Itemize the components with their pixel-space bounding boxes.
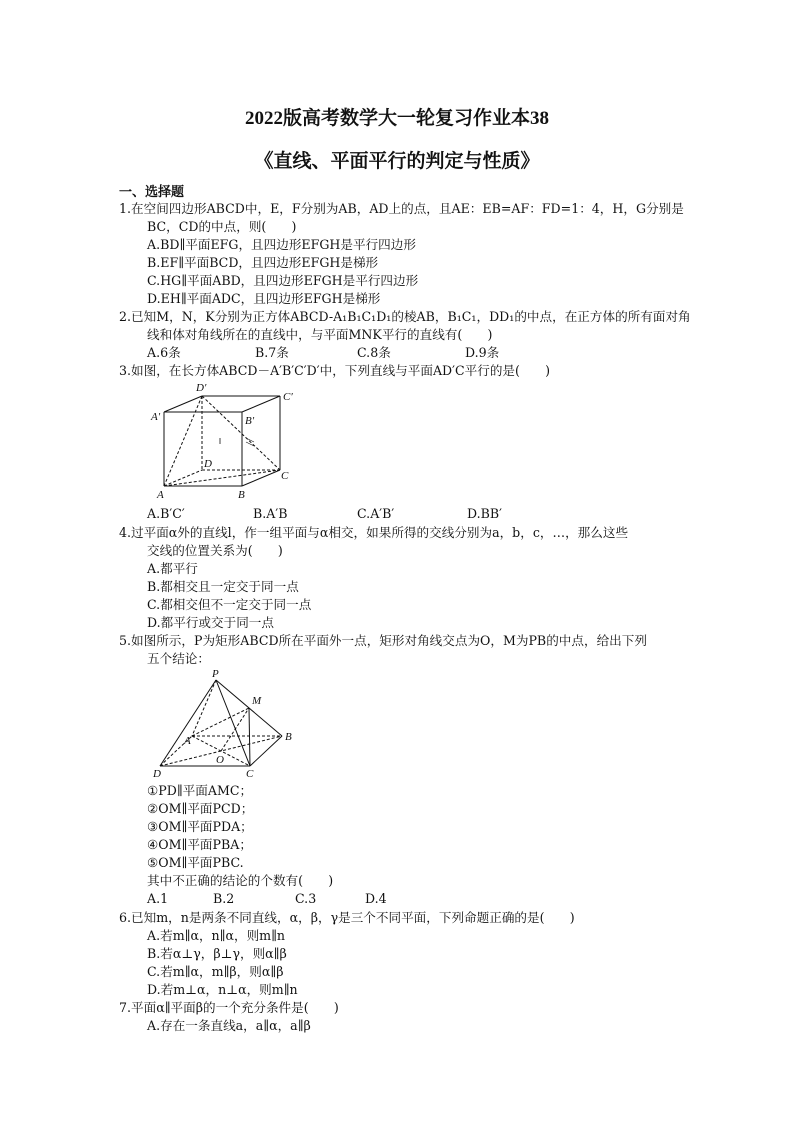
q5-conclusion-1: ①PD∥平面AMC； bbox=[147, 783, 253, 798]
q1-option-b: B.EF∥平面BCD，且四边形EFGH是梯形 bbox=[147, 255, 379, 270]
label-c: C bbox=[281, 470, 289, 482]
line-dp-c bbox=[202, 396, 280, 470]
edge-ap-dp bbox=[164, 396, 202, 412]
q5-conclusion-3: ③OM∥平面PDA； bbox=[147, 819, 253, 834]
q2-stem-line1: 2.已知M，N，K分别为正方体ABCD-A₁B₁C₁D₁的棱AB，B₁C₁，DD₁的中点，在正方体的所有面对角 bbox=[119, 309, 691, 324]
q1-option-c: C.HG∥平面ABD，且四边形EFGH是平行四边形 bbox=[147, 273, 419, 288]
edge-p-d bbox=[160, 680, 216, 766]
hatch-2 bbox=[246, 442, 254, 446]
label-c: C bbox=[246, 768, 254, 780]
q2-stem-line2: 线和体对角线所在的直线中，与平面MNK平行的直线有( ) bbox=[147, 327, 493, 342]
q3-option-a: A.B′C′ bbox=[147, 506, 185, 521]
q1-stem-line2: BC，CD的中点，则( ) bbox=[147, 219, 297, 234]
q6-option-c: C.若m∥α，m∥β，则α∥β bbox=[147, 964, 284, 979]
edge-p-a bbox=[192, 680, 216, 736]
label-a: A bbox=[184, 735, 191, 747]
cuboid-figure bbox=[150, 380, 300, 502]
q5-stem-line2: 五个结论： bbox=[147, 651, 210, 666]
q7-stem: 7.平面α∥平面β的一个充分条件是( ) bbox=[119, 1000, 339, 1015]
label-cp: C′ bbox=[283, 391, 293, 403]
q3-option-c: C.A′B′ bbox=[357, 506, 395, 521]
q5-conclusion-2: ②OM∥平面PCD； bbox=[147, 801, 254, 816]
q4-option-a: A.都平行 bbox=[147, 561, 198, 576]
label-ap: A′ bbox=[151, 411, 161, 423]
q2-option-c: C.8条 bbox=[357, 345, 391, 360]
q4-stem-line2: 交线的位置关系为( ) bbox=[147, 543, 283, 558]
label-o: O bbox=[216, 754, 224, 766]
label-b: B bbox=[285, 731, 292, 743]
q5-question: 其中不正确的结论的个数有( ) bbox=[147, 873, 334, 888]
edge-bp-cp bbox=[242, 396, 280, 412]
label-b: B bbox=[238, 489, 245, 501]
q2-option-d: D.9条 bbox=[465, 345, 500, 360]
label-d: D bbox=[204, 458, 212, 470]
label-m: M bbox=[252, 695, 262, 707]
pyramid-figure bbox=[150, 668, 300, 780]
q5-conclusion-5: ⑤OM∥平面PBC. bbox=[147, 855, 244, 870]
label-p: P bbox=[212, 668, 219, 680]
q7-option-a: A.存在一条直线a，a∥α，a∥β bbox=[147, 1018, 311, 1033]
q3-stem: 3.如图，在长方体ABCD－A′B′C′D′中，下列直线与平面AD′C平行的是( ) bbox=[119, 363, 551, 378]
q5-option-a: A.1 bbox=[147, 891, 169, 906]
doc-title: 2022版高考数学大一轮复习作业本38 bbox=[244, 108, 549, 129]
q1-option-a: A.BD∥平面EFG，且四边形EFGH是平行四边形 bbox=[147, 237, 416, 252]
q3-options bbox=[147, 505, 502, 523]
q5-stem-line1: 5.如图所示，P为矩形ABCD所在平面外一点，矩形对角线交点为O，M为PB的中点，给出下列 bbox=[119, 633, 647, 648]
q5-option-d: D.4 bbox=[365, 891, 387, 906]
q6-option-d: D.若m⊥α，n⊥α，则m∥n bbox=[147, 982, 298, 997]
q6-stem: 6.已知m，n是两条不同直线，α，β，γ是三个不同平面，下列命题正确的是( ) bbox=[119, 910, 575, 925]
edge-c-m bbox=[249, 708, 250, 766]
q2-option-a: A.6条 bbox=[147, 345, 181, 360]
q2-options bbox=[147, 344, 499, 362]
line-a-m bbox=[192, 708, 249, 736]
label-dp: D′ bbox=[196, 382, 207, 394]
line-o-m bbox=[221, 708, 249, 751]
label-bp: B′ bbox=[245, 415, 255, 427]
doc-subtitle: 《直线、平面平行的判定与性质》 bbox=[254, 151, 540, 172]
q4-option-c: C.都相交但不一定交于同一点 bbox=[147, 597, 312, 612]
q3-option-d: D.BB′ bbox=[467, 506, 503, 521]
q6-option-a: A.若m∥α，n∥α，则m∥n bbox=[147, 928, 286, 943]
q5-options bbox=[147, 890, 387, 908]
q4-stem-line1: 4.过平面α外的直线l，作一组平面与α相交，如果所得的交线分别为a，b，c，…，那么这些 bbox=[119, 525, 629, 540]
q5-conclusion-4: ④OM∥平面PBA； bbox=[147, 837, 252, 852]
q1-stem-line1: 1.在空间四边形ABCD中，E，F分别为AB，AD上的点，且AE：EB=AF：FD=1：4，H，G分别是 bbox=[119, 201, 684, 216]
q4-option-b: B.都相交且一定交于同一点 bbox=[147, 579, 299, 594]
q6-option-b: B.若α⊥γ，β⊥γ，则α∥β bbox=[147, 946, 287, 961]
q1-option-d: D.EH∥平面ADC，且四边形EFGH是梯形 bbox=[147, 291, 381, 306]
q5-option-b: B.2 bbox=[213, 891, 235, 906]
line-a-c bbox=[164, 470, 280, 486]
label-d: D bbox=[153, 768, 161, 780]
edge-c-b bbox=[250, 736, 282, 766]
q2-option-b: B.7条 bbox=[255, 345, 289, 360]
label-a: A bbox=[157, 489, 164, 501]
q4-option-d: D.都平行或交于同一点 bbox=[147, 615, 274, 630]
q5-option-c: C.3 bbox=[295, 891, 317, 906]
q3-option-b: B.A′B bbox=[253, 506, 288, 521]
section-heading: 一、选择题 bbox=[119, 185, 185, 200]
